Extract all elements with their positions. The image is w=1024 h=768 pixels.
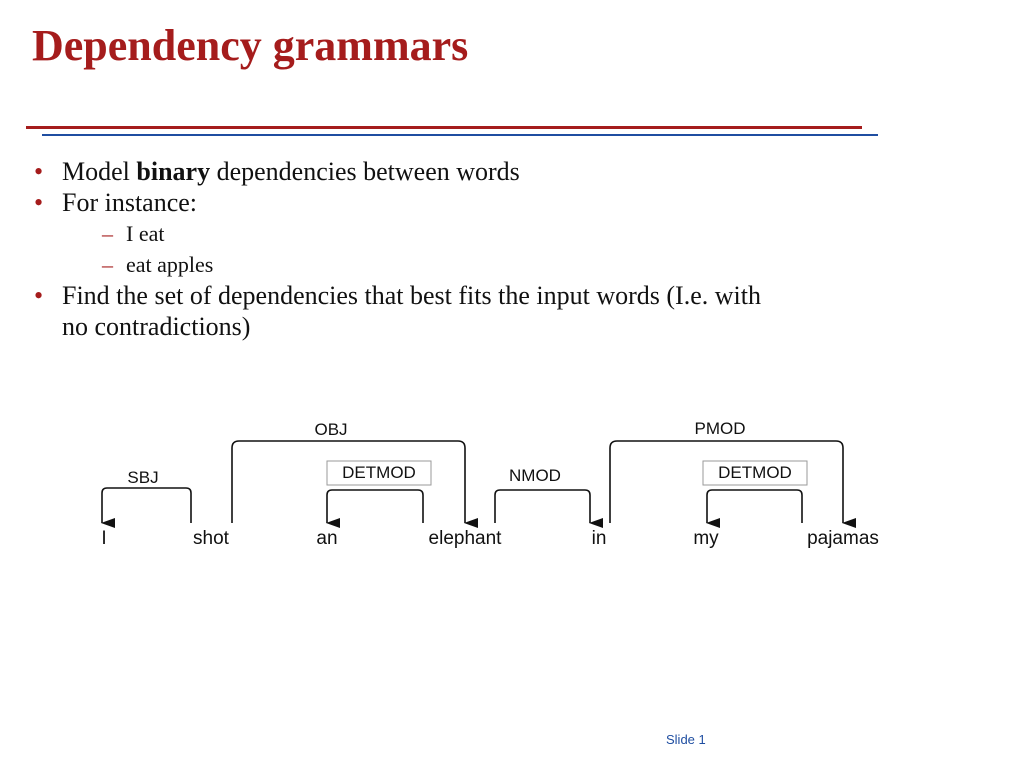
slide-title: Dependency grammars <box>32 21 469 70</box>
dash-icon: – <box>102 221 113 246</box>
word-elephant: elephant <box>428 528 502 549</box>
word-pajamas: pajamas <box>807 528 879 549</box>
bullet-dot-icon: • <box>34 157 44 186</box>
arc-label-pmod: PMOD <box>694 419 746 438</box>
arc-label-nmod: NMOD <box>509 466 561 485</box>
title-underline-blue <box>42 134 878 136</box>
word-my: my <box>693 528 719 549</box>
slide-number: Slide 1 <box>666 732 706 747</box>
bullet-text-line1: Find the set of dependencies that best fits the input words (I.e. with <box>62 281 761 310</box>
word-i: I <box>101 528 107 549</box>
bullet-text-bold: binary <box>136 157 211 186</box>
arc-label-obj: OBJ <box>314 420 348 439</box>
bullet-text-line2: no contradictions) <box>62 312 251 341</box>
sub-bullet-text: eat apples <box>126 252 214 277</box>
sub-bullet-text: I eat <box>126 221 165 246</box>
word-an: an <box>316 528 338 549</box>
arc-detmod-my <box>707 490 802 523</box>
word-in: in <box>591 528 607 549</box>
sub-bullet-item <box>62 218 934 249</box>
title-underline-red <box>26 126 862 129</box>
bullet-text-pre: Model <box>62 157 137 186</box>
arc-detmod-an <box>327 490 423 523</box>
bullet-dot-icon: • <box>34 281 44 310</box>
bullet-item <box>34 187 934 280</box>
bullet-dot-icon: • <box>34 188 44 217</box>
bullet-item <box>34 280 934 342</box>
arc-label-sbj: SBJ <box>127 468 159 487</box>
arc-label-detmod: DETMOD <box>342 463 416 482</box>
arc-nmod <box>495 490 590 523</box>
sub-bullet-list <box>62 218 934 280</box>
bullet-text-post: dependencies between words <box>210 157 520 186</box>
bullet-list <box>34 156 934 342</box>
dependency-diagram <box>80 405 910 565</box>
word-shot: shot <box>193 528 229 549</box>
bullet-text: For instance: <box>62 188 198 217</box>
arc-label-detmod: DETMOD <box>718 463 792 482</box>
bullet-item <box>34 156 934 187</box>
dash-icon: – <box>102 252 113 277</box>
sub-bullet-item <box>62 249 934 280</box>
arc-sbj <box>102 488 191 523</box>
